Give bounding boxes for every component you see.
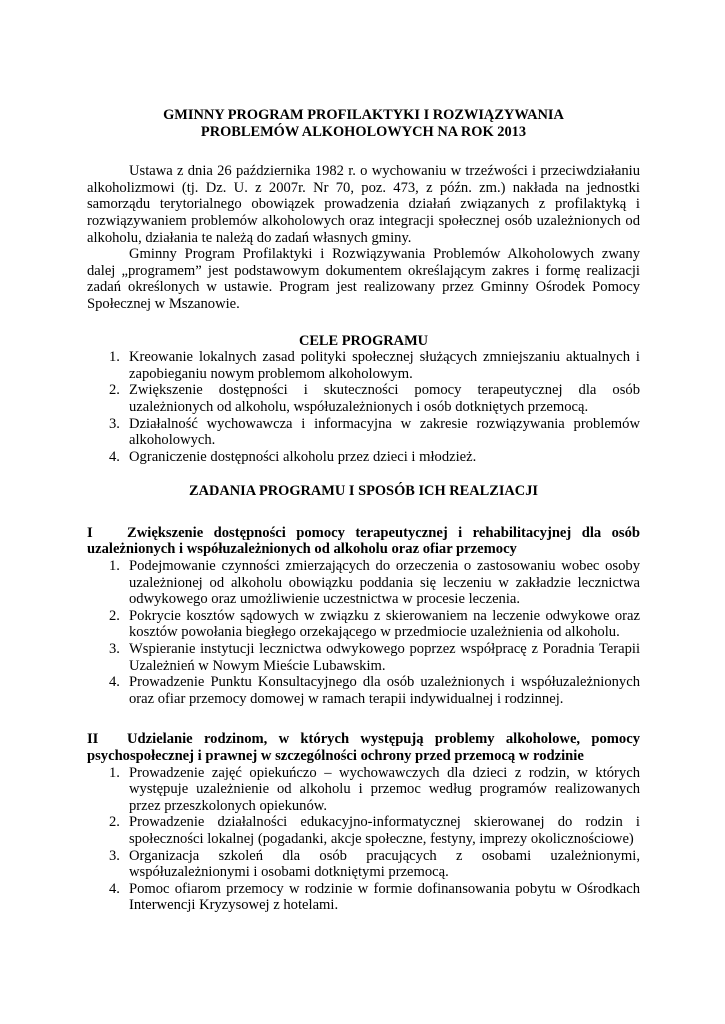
section-2-list (87, 765, 640, 914)
cele-heading: CELE PROGRAMU (298, 332, 429, 349)
list-item (87, 814, 640, 847)
document-title (87, 107, 640, 140)
list-item (87, 641, 640, 674)
list-item-number: 1. (109, 764, 120, 781)
list-item-text: Organizacja szkoleń dla osób pracujących z osobami uzależnionymi, współuzależnionymi i osobami dotkniętymi przemocą. (129, 847, 640, 881)
intro-paragraph-2: Gminny Program Profilaktyki i Rozwiązywania Problemów Alkoholowych zwany dalej „programem” jest podstawowym dokumentem określającym zakres i formę realizacji zadań określonych w ustawie. Program jest realizowany przez Gminny Ośrodek Pomocy Społecznej w Mszanowie. (87, 246, 640, 312)
list-item-text: Prowadzenie działalności edukacyjno-informatycznej skierowanej do rodzin i społeczności lokalnej (pogadanki, akcje społeczne, festyny, imprezy okolicznościowe) (129, 814, 640, 847)
list-item (87, 449, 640, 466)
list-item-text: Ograniczenie dostępności alkoholu przez dzieci i młodzież. (129, 448, 477, 465)
section-2-title-text: Udzielanie rodzinom, w których występują problemy alkoholowe, pomocy psychospołecznej i prawnej w szczególności ochrony przed przemocą w rodzinie (87, 731, 640, 764)
list-item-text: Działalność wychowawcza i informacyjna w zakresie rozwiązywania problemów alkoholowych. (129, 415, 640, 449)
section-1-roman: I (87, 524, 93, 541)
list-item-number: 3. (109, 415, 120, 432)
section-2-roman: II (87, 731, 99, 748)
list-item-number: 3. (109, 847, 120, 864)
title-line-2: PROBLEMÓW ALKOHOLOWYCH NA ROK 2013 (200, 123, 527, 140)
list-item-text: Wspieranie instytucji lecznictwa odwykowego poprzez współpracę z Poradnia Terapii Uzależnień w Nowym Mieście Lubawskim. (129, 641, 640, 674)
cele-list (87, 349, 640, 465)
list-item-text: Prowadzenie Punktu Konsultacyjnego dla osób uzależnionych i współuzależnionych oraz ofiar przemocy domowej w ramach terapii indywidualnej i rodzinnej. (129, 674, 640, 707)
list-item-number: 1. (109, 558, 120, 575)
list-item-text: Kreowanie lokalnych zasad polityki społecznej służących zmniejszaniu aktualnych i zapobieganiu nowym problemom alkoholowym. (129, 349, 640, 382)
list-item (87, 608, 640, 641)
intro-paragraph-1: Ustawa z dnia 26 października 1982 r. o wychowaniu w trzeźwości i przeciwdziałaniu alkoholizmowi (tj. Dz. U. z 2007r. Nr 70, poz. 473, z późn. zm.) nakłada na jednostki samorządu terytorialnego obowiązek prowadzenia działań związanych z profilaktyką i rozwiązywaniem problemów alkoholowych oraz integracji społecznej osób uzależnionych od alkoholu, działania te należą do zadań własnych gminy. (87, 163, 640, 246)
section-1-title (87, 525, 640, 558)
list-item-text: Podejmowanie czynności zmierzających do orzeczenia o zastosowaniu wobec osoby uzależnionej od alkoholu obowiązku poddania się leczeniu w zakładzie lecznictwa odwykowego oraz umożliwienie uczestnictwa w procesie leczenia. (129, 558, 640, 608)
list-item (87, 765, 640, 815)
list-item (87, 416, 640, 449)
list-item-text: Pomoc ofiarom przemocy w rodzinie w formie dofinansowania pobytu w Ośrodkach Interwencji Kryzysowej z hotelami. (129, 880, 640, 914)
list-item-number: 2. (109, 814, 120, 831)
list-item (87, 881, 640, 914)
title-line-1: GMINNY PROGRAM PROFILAKTYKI I ROZWIĄZYWANIA (163, 107, 564, 123)
list-item-text: Prowadzenie zajęć opiekuńczo – wychowawczych dla dzieci z rodzin, w których występuje uzależnienie od alkoholu i przemoc według programów realizowanych przez przeszkolonych opiekunów. (129, 764, 640, 814)
list-item (87, 382, 640, 415)
section-2-title (87, 731, 640, 764)
list-item-number: 1. (109, 349, 120, 366)
list-item (87, 558, 640, 608)
section-1-list (87, 558, 640, 707)
list-item-number: 2. (109, 382, 120, 399)
list-item (87, 349, 640, 382)
list-item (87, 848, 640, 881)
list-item-text: Pokrycie kosztów sądowych w związku z skierowaniem na leczenie odwykowe oraz kosztów powołania biegłego orzekającego w przedmiocie uzależnienia od alkoholu. (129, 607, 640, 641)
list-item (87, 674, 640, 707)
list-item-number: 4. (109, 448, 120, 465)
zadania-heading: ZADANIA PROGRAMU I SPOSÓB ICH REALZIACJI (188, 483, 538, 500)
list-item-number: 4. (109, 674, 120, 691)
list-item-text: Zwiększenie dostępności i skuteczności pomocy terapeutycznej dla osób uzależnionych od alkoholu, współuzależnionych i osób dotkniętych przemocą. (129, 382, 640, 415)
list-item-number: 2. (109, 607, 120, 624)
list-item-number: 4. (109, 880, 120, 897)
list-item-number: 3. (109, 641, 120, 658)
section-1-title-text: Zwiększenie dostępności pomocy terapeutycznej i rehabilitacyjnej dla osób uzależnionych i współuzależnionych od alkoholu oraz ofiar przemocy (87, 524, 640, 558)
